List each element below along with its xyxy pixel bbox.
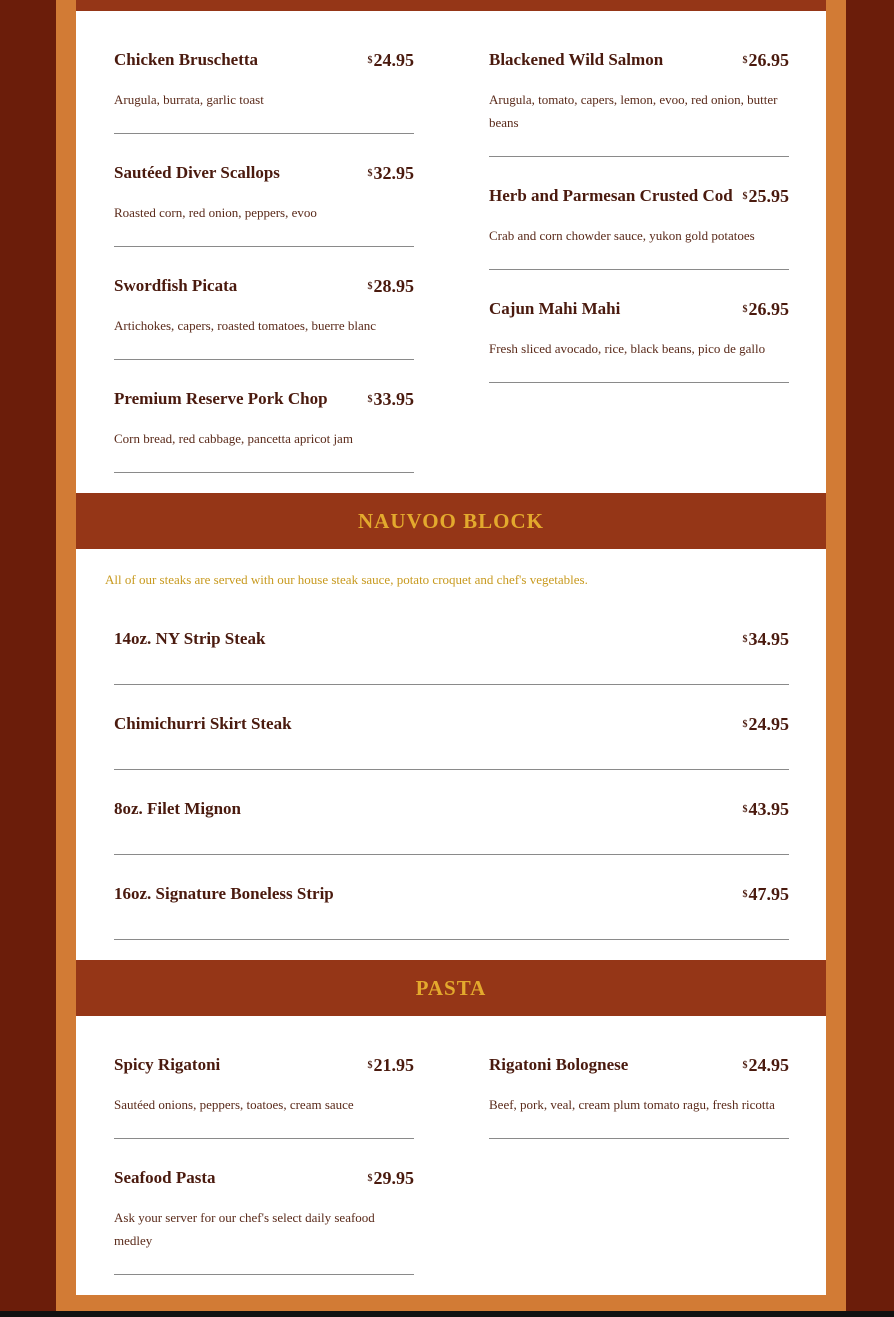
menu-item [114, 713, 789, 770]
section-title: PASTA [415, 975, 487, 1000]
menu-item [114, 275, 414, 360]
item-price: $28.95 [367, 276, 414, 296]
item-price: $24.95 [367, 50, 414, 70]
menu-item [489, 1054, 789, 1139]
item-description: Beef, pork, veal, cream plum tomato ragu, fresh ricotta [489, 1097, 775, 1112]
item-description: Crab and corn chowder sauce, yukon gold potatoes [489, 228, 755, 243]
item-description: Artichokes, capers, roasted tomatoes, buerre blanc [114, 318, 377, 333]
item-name: Rigatoni Bolognese [489, 1055, 629, 1074]
item-name: Cajun Mahi Mahi [489, 299, 621, 318]
menu-item [489, 185, 789, 270]
item-price: $47.95 [742, 884, 789, 904]
item-description: Fresh sliced avocado, rice, black beans, pico de gallo [489, 341, 766, 356]
item-name: Chicken Bruschetta [114, 50, 259, 69]
item-price: $21.95 [367, 1055, 414, 1075]
menu-item [489, 49, 789, 157]
item-name: 14oz. NY Strip Steak [114, 629, 266, 648]
menu-item [114, 49, 414, 134]
item-price: $32.95 [367, 163, 414, 183]
section-header-nauvoo [76, 493, 826, 549]
item-name: 16oz. Signature Boneless Strip [114, 884, 334, 903]
item-name: Seafood Pasta [114, 1168, 216, 1187]
item-price: $26.95 [742, 299, 789, 319]
item-description: Ask your server for our chef's select daily seafood medley [114, 1210, 375, 1248]
item-price: $25.95 [742, 186, 789, 206]
item-price: $43.95 [742, 799, 789, 819]
menu-item [114, 162, 414, 247]
item-price: $33.95 [367, 389, 414, 409]
item-price: $26.95 [742, 50, 789, 70]
item-price: $24.95 [742, 714, 789, 734]
item-price: $34.95 [742, 629, 789, 649]
item-description: Sautéed onions, peppers, toatoes, cream sauce [114, 1097, 354, 1112]
steak-note: All of our steaks are served with our house steak sauce, potato croquet and chef's vegetables. [105, 572, 588, 587]
menu-item [114, 1054, 414, 1139]
item-description: Roasted corn, red onion, peppers, evoo [114, 205, 317, 220]
item-name: Sautéed Diver Scallops [114, 163, 280, 182]
item-name: Spicy Rigatoni [114, 1055, 221, 1074]
menu-item [114, 388, 414, 473]
item-description: Arugula, burrata, garlic toast [114, 92, 264, 107]
bottom-edge [0, 1311, 894, 1317]
item-name: Blackened Wild Salmon [489, 50, 664, 69]
menu-item [114, 1167, 414, 1275]
section-title: NAUVOO BLOCK [357, 508, 544, 533]
section-header-pasta [76, 960, 826, 1016]
item-price: $24.95 [742, 1055, 789, 1075]
item-description: Arugula, tomato, capers, lemon, evoo, red onion, butter beans [489, 92, 778, 130]
item-description: Corn bread, red cabbage, pancetta apricot jam [114, 431, 353, 446]
menu-item [489, 298, 789, 383]
item-price: $29.95 [367, 1168, 414, 1188]
item-name: 8oz. Filet Mignon [114, 799, 242, 818]
menu-item [114, 883, 789, 940]
item-name: Swordfish Picata [114, 276, 238, 295]
item-name: Herb and Parmesan Crusted Cod [489, 186, 733, 205]
item-name: Chimichurri Skirt Steak [114, 714, 292, 733]
section-header-bar-top [76, 0, 826, 11]
item-name: Premium Reserve Pork Chop [114, 389, 328, 408]
menu-item [114, 628, 789, 685]
menu-item [114, 798, 789, 855]
